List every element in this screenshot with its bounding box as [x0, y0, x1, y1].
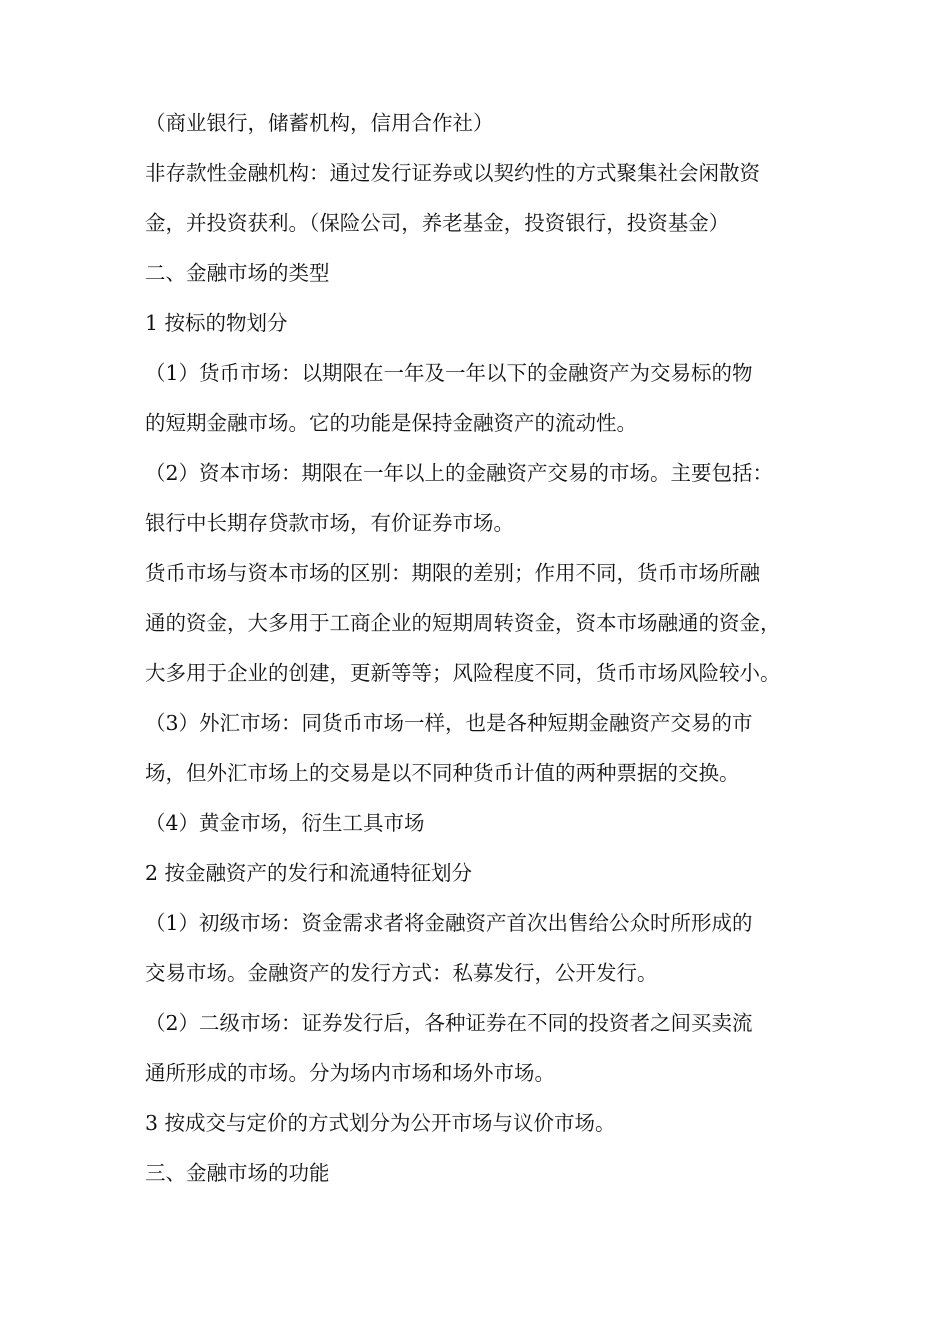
subsection-heading-2: 2 按金融资产的发行和流通特征划分: [145, 861, 473, 885]
text-line-17: （1）初级市场：资金需求者将金融资产首次出售给公众时所形成的: [145, 911, 753, 935]
text-line-13: （3）外汇市场：同货币市场一样，也是各种短期金融资产交易的市: [145, 711, 753, 735]
section-heading-3: 三、金融市场的功能: [145, 1161, 330, 1185]
text-line-19: （2）二级市场：证券发行后，各种证券在不同的投资者之间买卖流: [145, 1011, 753, 1035]
document-body: [145, 98, 810, 1198]
text-line-6: （1）货币市场：以期限在一年及一年以下的金融资产为交易标的物: [145, 361, 753, 385]
section-heading-2: 二、金融市场的类型: [145, 261, 330, 285]
text-line-14: 场，但外汇市场上的交易是以不同种货币计值的两种票据的交换。: [145, 761, 740, 785]
text-line-9: 银行中长期存贷款市场，有价证券市场。: [145, 511, 514, 535]
subsection-heading-3: 3 按成交与定价的方式划分为公开市场与议价市场。: [145, 1111, 616, 1135]
text-line-12: 大多用于企业的创建，更新等等；风险程度不同，货币市场风险较小。: [145, 661, 781, 685]
text-line-10: 货币市场与资本市场的区别：期限的差别；作用不同，货币市场所融: [145, 561, 760, 585]
text-line-1: （商业银行，储蓄机构，信用合作社）: [145, 111, 494, 135]
text-line-8: （2）资本市场：期限在一年以上的金融资产交易的市场。主要包括：: [145, 461, 774, 485]
text-line-2: 非存款性金融机构：通过发行证券或以契约性的方式聚集社会闲散资: [145, 161, 760, 185]
text-line-20: 通所形成的市场。分为场内市场和场外市场。: [145, 1061, 555, 1085]
text-line-15: （4）黄金市场，衍生工具市场: [145, 811, 425, 835]
subsection-heading-1: 1 按标的物划分: [145, 311, 288, 335]
text-line-7: 的短期金融市场。它的功能是保持金融资产的流动性。: [145, 411, 637, 435]
text-line-18: 交易市场。金融资产的发行方式：私募发行，公开发行。: [145, 961, 658, 985]
text-line-11: 通的资金，大多用于工商企业的短期周转资金，资本市场融通的资金，: [145, 611, 781, 635]
text-line-3: 金，并投资获利。（保险公司，养老基金，投资银行，投资基金）: [145, 211, 730, 235]
